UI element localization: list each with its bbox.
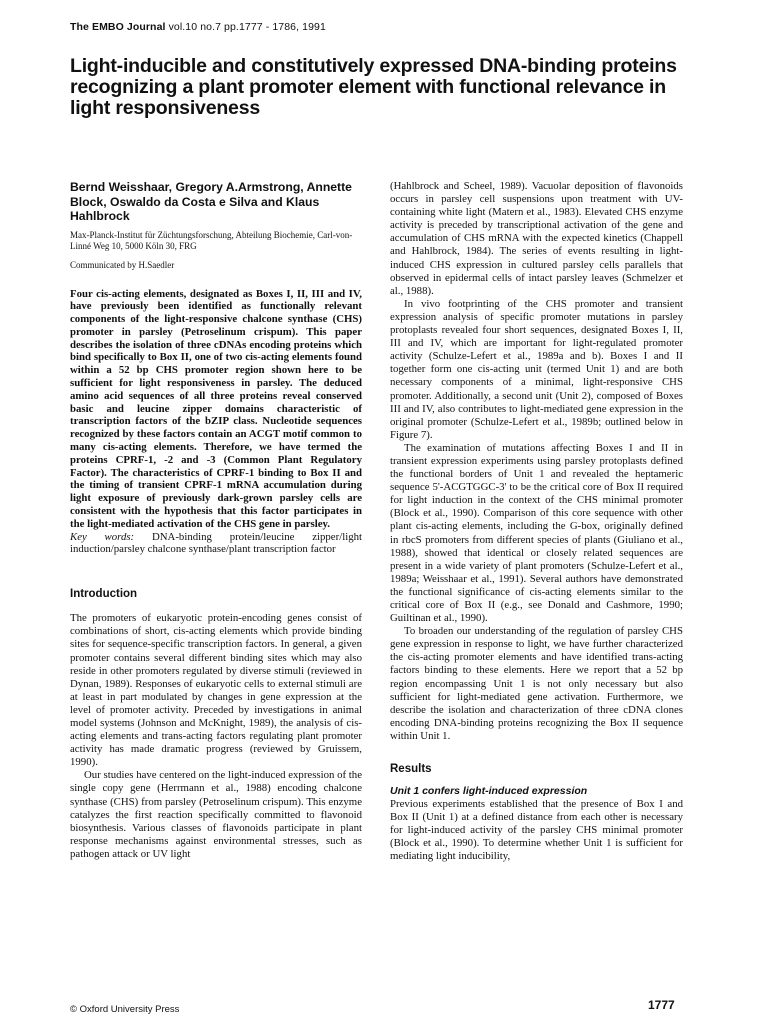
right-column <box>390 180 683 864</box>
intro-paragraph-3: (Hahlbrock and Scheel, 1989). Vacuolar deposition of flavonoids occurs in parsley cell suspensions upon treatment with UV-containing white light (Matern et al., 1983). Elevated CHS enzyme activity is preceded by transcriptional activation of the gene and accumulation of CHS mRNA with the expected kinetics (Chappell and Hahlbrock, 1984). The series of events resulting in light-induced CHS expression in cultured parsley cells parallels that observed in epidermal cells of intact parsley leaves (Schmelzer et al., 1988). <box>390 180 683 297</box>
results-heading: Results <box>390 763 432 776</box>
intro-paragraph-2: Our studies have centered on the light-induced expression of the single copy gene (Herrmann et al., 1988) encoding chalcone synthase (CHS) from parsley (Petroselinum crispum). This enzyme catalyzes the first reaction specifically committed to flavonoid biosynthesis. Various classes of flavonoids participate in plant response mechanisms against environmental stresses, such as pathogen attack or UV light <box>70 769 362 860</box>
affiliation: Max-Planck-Institut für Züchtungsforschung, Abteilung Biochemie, Carl-von-Linné Weg 10, 5000 Köln 30, FRG <box>70 229 353 251</box>
results-subheading: Unit 1 confers light-induced expression <box>390 785 588 798</box>
journal-reference: vol.10 no.7 pp.1777 - 1786, 1991 <box>168 21 326 33</box>
keywords-text: DNA-binding protein/leucine zipper/light induction/parsley chalcone synthase/plant transcription factor <box>70 530 362 556</box>
communicated-by: Communicated by H.Saedler <box>70 259 175 270</box>
keywords-label: Key words: <box>70 530 135 543</box>
keywords <box>70 531 362 557</box>
intro-paragraph-6: To broaden our understanding of the regulation of parsley CHS gene expression in response to light, we have further characterized the cis-acting promoter elements and have identified trans-acting factors binding to these elements. Here we report that a 52 bp region encompassing Unit 1 is not only necessary but also sufficient for light-mediated gene activation. Furthermore, we describe the isolation and characterization of three cDNA clones encoding DNA-binding proteins recognizing the Box II sequence within Unit 1. <box>390 625 683 742</box>
introduction-heading: Introduction <box>70 588 138 601</box>
journal-header <box>70 21 326 33</box>
intro-paragraph-4: In vivo footprinting of the CHS promoter and transient expression analysis of specific promoter mutations in parsley protoplasts revealed four short sequences, designated Boxes I, II, III and IV, which are important for light-regulated promoter activity (Schulze-Lefert et al., 1989a and b). Boxes I and II together form one cis-acting unit (termed Unit 1) and are both necessary components of a minimal, light-responsive CHS promoter. Additionally, a second unit (Unit 2), composed of Boxes III and IV, also contributes to light-mediated gene expression in the original promoter (Schulze-Lefert et al., 1989b; outlined below in Figure 7). <box>390 297 683 441</box>
author-list: Bernd Weisshaar, Gregory A.Armstrong, Annette Block, Oswaldo da Costa e Silva and Klaus Hahlbrock <box>70 180 352 223</box>
results-paragraph-1: Previous experiments established that the presence of Box I and Box II (Unit 1) at a defined distance from each other is necessary for light-induced activity of the parsley CHS minimal promoter (Block et al., 1990). To determine whether Unit 1 is sufficient for mediating light inducibility, <box>390 798 683 863</box>
intro-paragraph-5: The examination of mutations affecting Boxes I and II in transient expression experiments using parsley protoplasts defined the functional borders of Unit 1 and revealed the heptameric sequence 5'-ACGTGGC-3' to be the critical core of Box II required for light induction in the context of the CHS minimal promoter (Block et al., 1990). Comparison of this core sequence with other plant cis-acting elements, including the G-box, originally defined in rbcS promoters from different species of plants (Giuliano et al., 1988), showed that identical or closely related sequences are present in a wide variety of plant promoters (Schulze-Lefert et al., 1989a; Weisshaar et al., 1991). Several authors have demonstrated the functional significance of cis-acting elements similar to the critical core of Box II (e.g., see Donald and Cashmore, 1990; Guiltinan et al., 1990). <box>390 441 683 625</box>
publisher-footer: © Oxford University Press <box>70 1004 180 1015</box>
journal-name: The EMBO Journal <box>70 21 166 33</box>
page-number: 1777 <box>648 998 675 1012</box>
abstract: Four cis-acting elements, designated as Boxes I, II, III and IV, have previously been identified as functionally relevant components of the light-responsive chalcone synthase (CHS) promoter in parsley (Petroselinum crispum). This paper describes the isolation of three cDNAs encoding proteins which bind specifically to Box II, one of two cis-acting elements found within a 52 bp CHS promoter region shown here to be sufficient for light responsiveness in parsley. The deduced amino acid sequences of all three proteins reveal conserved basic and leucine zipper domains characteristic of transcription factors of the bZIP class. Nucleotide sequences recognized by these factors contain an ACGT motif common to many cis-acting elements. Therefore, we have termed the proteins CPRF-1, -2 and -3 (Common Plant Regulatory Factor). The characteristics of CPRF-1 binding to Box II and the timing of transient CPRF-1 mRNA accumulation during light exposure of previously dark-grown parsley cells are consistent with the hypothesis that this factor participates in the light-mediated activation of the CHS gene in parsley. <box>70 287 362 530</box>
intro-paragraph-1: The promoters of eukaryotic protein-encoding genes consist of combinations of short, cis-acting elements which provide binding sites for sequence-specific transcription factors. In general, a given promoter contains several different binding sites which may also reside in other promoters regulated by diverse stimuli (reviewed in Dynan, 1989). Responses of eukaryotic cells to external stimuli are at least in part modulated by changes in gene expression at the level of promoter activity. Preceded by investigations in animal model systems (Johnson and McKnight, 1989), the analysis of cis-acting elements and trans-acting factors regulating plant promoter activity has made dramatic progress (reviewed by Gruissem, 1990). <box>70 612 362 769</box>
paper-title: Light-inducible and constitutively expressed DNA-binding proteins recognizing a plant promoter element with functional relevance in light responsiveness <box>70 55 677 119</box>
left-column <box>70 180 362 861</box>
